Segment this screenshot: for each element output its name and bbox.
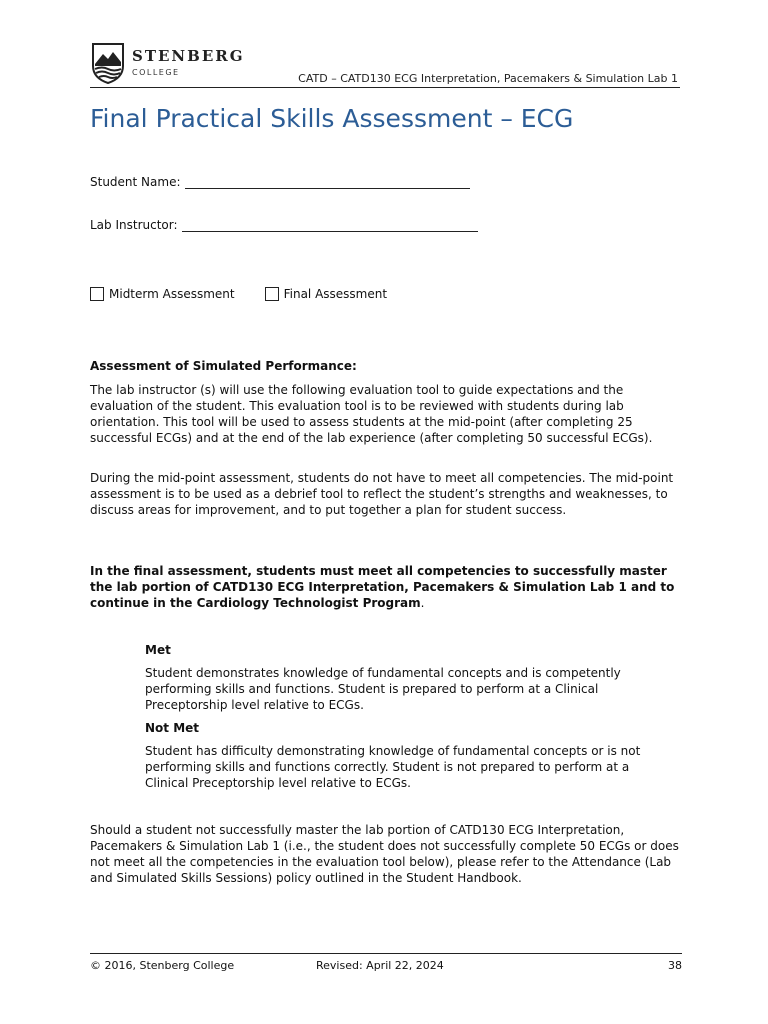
footer-page-number: 38 [668, 959, 682, 972]
final-label: Final Assessment [283, 287, 388, 301]
lab-instructor-input-line[interactable] [182, 218, 478, 232]
college-logo [90, 42, 245, 84]
mountain-crest-icon [90, 42, 126, 84]
final-note-text: In the final assessment, students must meet all competencies to successfully master the lab portion of CATD130 ECG Interpretation, Pacemakers & Simulation Lab 1 and to continue in the Cardiology Technologist Program [90, 564, 675, 610]
midterm-checkbox[interactable] [90, 287, 104, 301]
lab-instructor-label: Lab Instructor: [90, 218, 178, 232]
final-note-period: . [420, 596, 425, 610]
final-option[interactable] [265, 287, 387, 301]
met-title: Met [145, 643, 171, 657]
student-name-label: Student Name: [90, 175, 181, 189]
closing-paragraph: Should a student not successfully master the lab portion of CATD130 ECG Interpretation, Pacemakers & Simulation Lab 1 (i.e., the student does not successfully complete 50 ECGs or does not meet all the competencies in the evaluation tool below), please refer to the Attendance (Lab and Simulated Skills Sessions) policy outlined in the Student Handbook. [90, 823, 679, 885]
footer-copyright: © 2016, Stenberg College [90, 959, 235, 972]
assessment-type-options [90, 287, 417, 301]
student-name-field [90, 175, 470, 189]
midterm-option[interactable] [90, 287, 235, 301]
final-checkbox[interactable] [265, 287, 279, 301]
intro-paragraph: The lab instructor (s) will use the following evaluation tool to guide expectations and the evaluation of the student. This evaluation tool is to be reviewed with students during lab orientation. This tool will be used to assess students at the mid-point (after completing 25 successful ECGs) and at the end of the lab experience (after completing 50 successful ECGs). [90, 383, 653, 445]
page-footer [90, 953, 682, 973]
not-met-title: Not Met [145, 721, 200, 735]
page-header [90, 42, 680, 88]
course-title: CATD – CATD130 ECG Interpretation, Pacemakers & Simulation Lab 1 [298, 72, 678, 85]
logo-subtitle: COLLEGE [132, 68, 180, 77]
section-heading: Assessment of Simulated Performance: [90, 359, 357, 373]
footer-revised-date: Revised: April 22, 2024 [316, 959, 444, 972]
logo-name: STENBERG [132, 47, 245, 65]
student-name-input-line[interactable] [185, 175, 470, 189]
final-note-paragraph [90, 563, 682, 611]
midterm-label: Midterm Assessment [109, 287, 235, 301]
page-title: Final Practical Skills Assessment – ECG [90, 104, 574, 133]
not-met-description: Student has difficulty demonstrating knowledge of fundamental concepts or is not performing skills and functions correctly. Student is not prepared to perform at a Clinical Preceptorship level relative to ECGs. [145, 744, 641, 790]
met-criterion [145, 642, 675, 713]
not-met-criterion [145, 720, 675, 791]
lab-instructor-field [90, 218, 478, 232]
met-description: Student demonstrates knowledge of fundamental concepts and is competently performing skills and functions. Student is prepared to perform at a Clinical Preceptorship level relative to ECGs. [145, 666, 621, 712]
midpoint-paragraph: During the mid-point assessment, students do not have to meet all competencies. The mid-point assessment is to be used as a debrief tool to reflect the student’s strengths and weaknesses, to discuss areas for improvement, and to put together a plan for student success. [90, 471, 674, 517]
